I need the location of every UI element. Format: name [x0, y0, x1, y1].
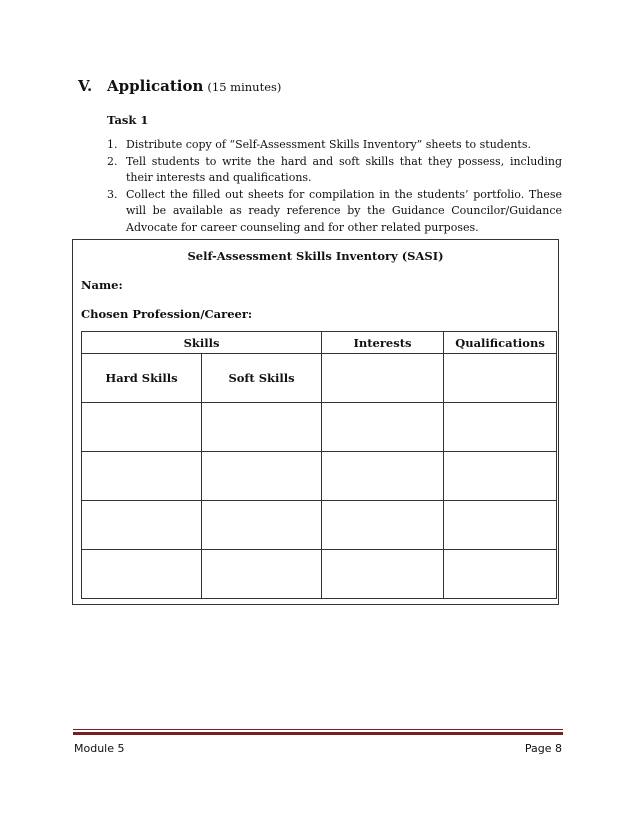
footer-rule: [73, 729, 563, 730]
sasi-form: [72, 239, 559, 605]
soft-skills-cell: [202, 403, 322, 452]
section-title: Application: [107, 77, 204, 95]
hard-skills-cell: [82, 403, 202, 452]
interests-cell: [322, 550, 444, 599]
soft-skills-cell: [202, 550, 322, 599]
soft-skills-cell: [202, 452, 322, 501]
footer-rule-thick: [73, 732, 563, 735]
skills-header: Skills: [82, 332, 322, 354]
name-label: Name:: [81, 278, 123, 292]
table-row: [82, 452, 557, 501]
list-item: [107, 137, 562, 154]
table-row: [82, 403, 557, 452]
qualifications-cell: [444, 501, 557, 550]
interests-cell: [322, 354, 444, 403]
qualifications-cell: [444, 550, 557, 599]
section-number: V.: [78, 77, 93, 95]
step-text: Distribute copy of “Self-Assessment Skills Inventory” sheets to students.: [126, 138, 531, 151]
sasi-table: [81, 331, 557, 599]
career-label: Chosen Profession/Career:: [81, 307, 253, 321]
hard-skills-cell: [82, 452, 202, 501]
list-item: [107, 154, 562, 187]
section-heading: [78, 77, 281, 95]
interests-header: Interests: [322, 332, 444, 354]
task-label: Task 1: [107, 113, 149, 127]
interests-cell: [322, 452, 444, 501]
qualifications-header: Qualifications: [444, 332, 557, 354]
table-subheader-row: [82, 354, 557, 403]
interests-cell: [322, 403, 444, 452]
qualifications-cell: [444, 354, 557, 403]
footer-page-number: Page 8: [524, 742, 562, 755]
step-number: 3.: [107, 187, 118, 201]
hard-skills-cell: [82, 501, 202, 550]
list-item: [107, 187, 562, 237]
hard-skills-cell: [82, 550, 202, 599]
section-duration: (15 minutes): [207, 80, 282, 94]
step-text: Collect the filled out sheets for compilation in the students’ portfolio. These will be available as ready reference by the Guidance Councilor/Guidance Advocate for career counseling and for other related purposes.: [126, 187, 562, 234]
form-title: Self-Assessment Skills Inventory (SASI): [187, 249, 444, 263]
step-number: 2.: [107, 154, 118, 168]
soft-skills-header: Soft Skills: [202, 354, 322, 403]
interests-cell: [322, 501, 444, 550]
step-number: 1.: [107, 138, 118, 151]
qualifications-cell: [444, 403, 557, 452]
soft-skills-cell: [202, 501, 322, 550]
table-row: [82, 550, 557, 599]
task-steps-list: [107, 137, 562, 236]
qualifications-cell: [444, 452, 557, 501]
hard-skills-header: Hard Skills: [82, 354, 202, 403]
footer-module-label: Module 5: [74, 742, 125, 755]
step-text: Tell students to write the hard and soft skills that they possess, including their interests and qualifications.: [126, 154, 562, 184]
table-header-row: [82, 332, 557, 354]
table-row: [82, 501, 557, 550]
